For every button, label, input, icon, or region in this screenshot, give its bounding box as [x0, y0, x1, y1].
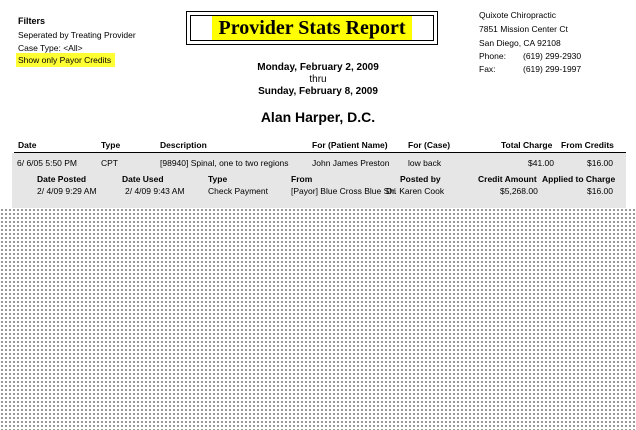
record-from-credits: $16.00 — [587, 158, 613, 168]
record-type: CPT — [101, 158, 118, 168]
sub-record-credit-amount: $5,268.00 — [500, 186, 538, 196]
company-fax: (619) 299-1997 — [523, 64, 582, 74]
sub-record-type: Check Payment — [208, 186, 268, 196]
report-title-box — [186, 11, 438, 45]
company-fax-label: Fax: — [479, 64, 496, 74]
company-name: Quixote Chiropractic — [479, 10, 557, 20]
filter-payor-credits: Show only Payor Credits — [16, 53, 115, 67]
date-range-thru: thru — [309, 74, 327, 85]
report-title-frame — [190, 15, 434, 41]
record-patient: John James Preston — [312, 158, 390, 168]
subcol-header-from: From — [291, 174, 313, 184]
filter-treating-provider: Seperated by Treating Provider — [18, 30, 136, 40]
filter-case-type: Case Type: <All> — [18, 43, 83, 53]
col-header-total-charge: Total Charge — [501, 140, 553, 150]
col-header-patient: For (Patient Name) — [312, 140, 388, 150]
provider-name: Alan Harper, D.C. — [260, 109, 376, 125]
subcol-header-date-posted: Date Posted — [37, 174, 87, 184]
sub-record-posted-by: Dr. Karen Cook — [386, 186, 445, 196]
sub-record-applied: $16.00 — [587, 186, 613, 196]
report-title: Provider Stats Report — [212, 16, 411, 40]
col-header-type: Type — [101, 140, 121, 150]
col-header-description: Description — [160, 140, 207, 150]
sub-record-date-used: 2/ 4/09 9:43 AM — [125, 186, 185, 196]
subcol-header-type: Type — [208, 174, 228, 184]
dotted-overlay — [0, 208, 636, 430]
record-description: [98940] Spinal, one to two regions — [160, 158, 289, 168]
company-address: 7851 Mission Center Ct — [479, 24, 568, 34]
subcol-header-date-used: Date Used — [122, 174, 164, 184]
col-header-case: For (Case) — [408, 140, 451, 150]
col-header-from-credits: From Credits — [561, 140, 614, 150]
company-phone: (619) 299-2930 — [523, 51, 582, 61]
date-range-start: Monday, February 2, 2009 — [257, 62, 379, 73]
date-range-end: Sunday, February 8, 2009 — [258, 86, 378, 97]
col-header-date: Date — [18, 140, 37, 150]
subcol-header-credit-amount: Credit Amount — [478, 174, 537, 184]
filters-title: Filters — [18, 16, 46, 26]
company-phone-label: Phone: — [479, 51, 506, 61]
sub-record-date-posted: 2/ 4/09 9:29 AM — [37, 186, 97, 196]
record-case: low back — [408, 158, 442, 168]
record-total-charge: $41.00 — [528, 158, 554, 168]
subcol-header-applied: Applied to Charge — [542, 174, 616, 184]
company-city: San Diego, CA 92108 — [479, 38, 561, 48]
sub-record-from: [Payor] Blue Cross Blue Shi — [291, 186, 396, 196]
record-date: 6/ 6/05 5:50 PM — [17, 158, 78, 168]
subcol-header-posted-by: Posted by — [400, 174, 441, 184]
